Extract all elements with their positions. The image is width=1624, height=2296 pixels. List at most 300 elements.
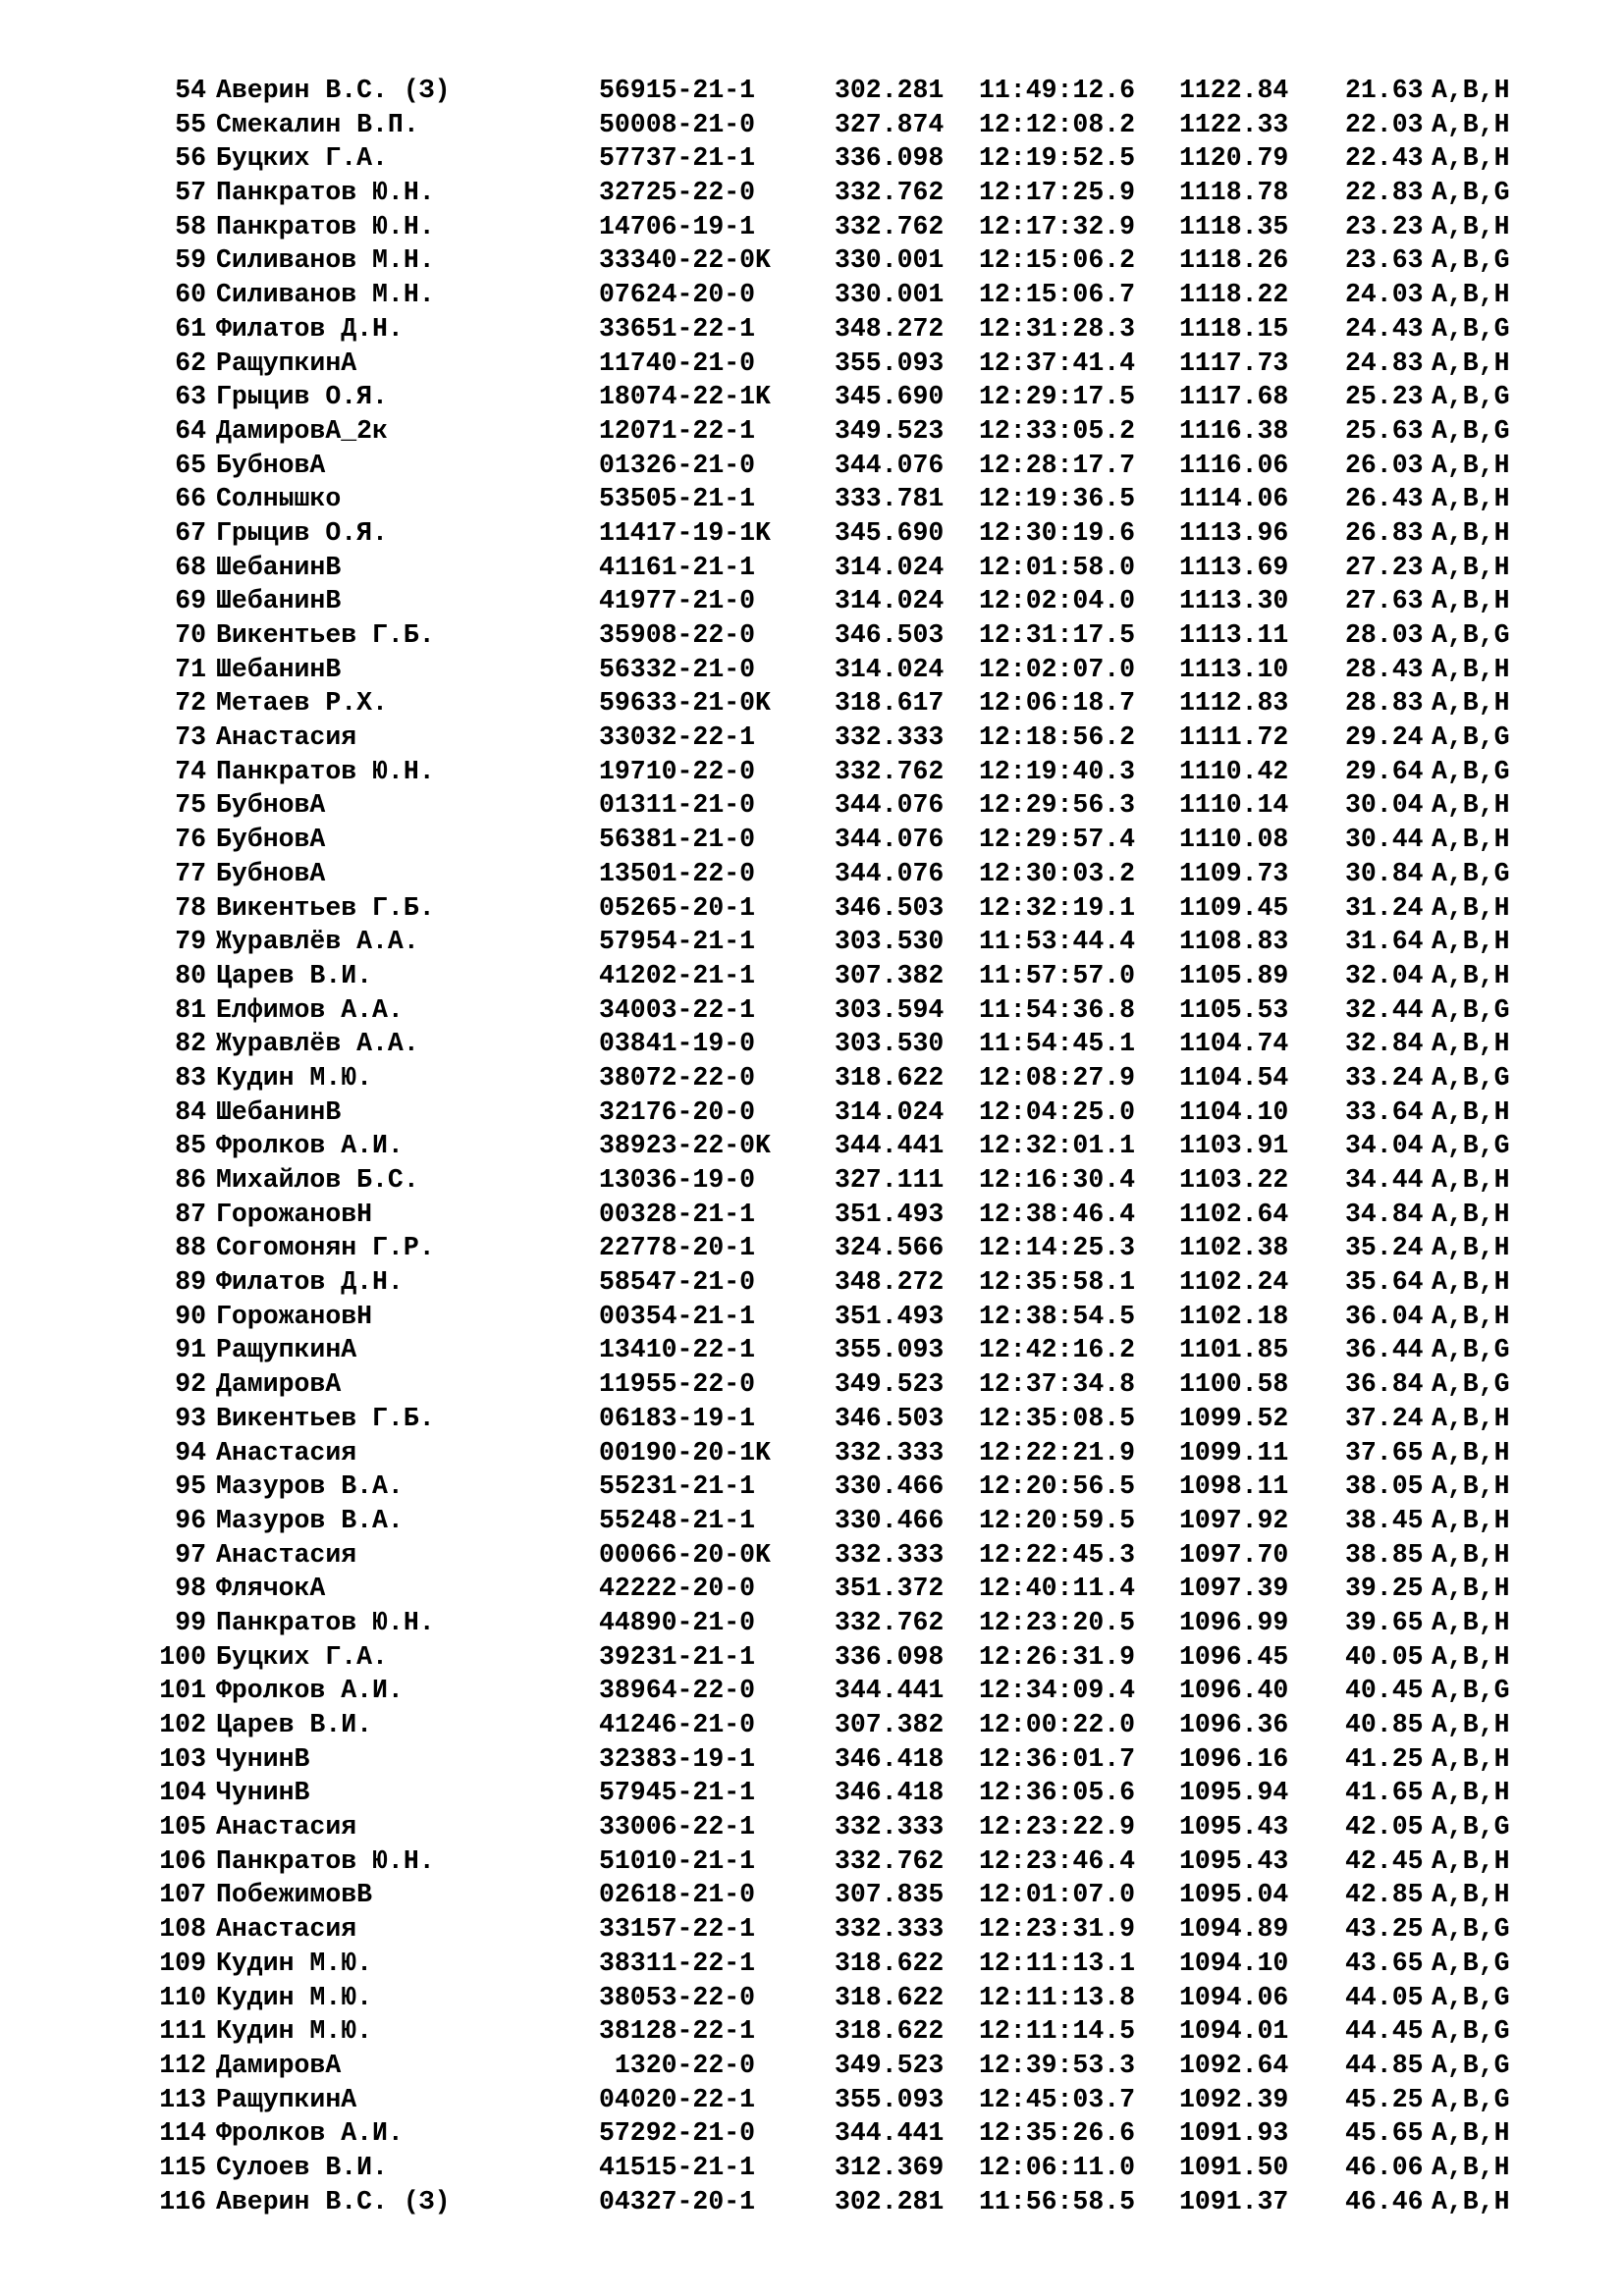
marks-cell: A,B,H [1432,1301,1510,1331]
table-row [0,176,1624,210]
marks-cell: A,B,H [1432,484,1510,514]
place-cell: 74 [175,756,206,786]
table-row [0,891,1624,926]
ring-number-cell: 56915-21-1 [599,76,756,105]
fancier-name-cell: Елфимов А.А. [216,994,404,1025]
arrival-time-cell: 12:11:13.1 [979,1948,1136,1978]
place-cell: 113 [159,2084,206,2114]
marks-cell: A,B,H [1432,1539,1510,1570]
place-cell: 90 [175,1301,206,1331]
distance-cell: 327.111 [835,1165,945,1195]
fancier-name-cell: Царев В.И. [216,1710,373,1739]
speed-cell: 1102.38 [1179,1233,1289,1263]
distance-cell: 302.281 [835,2186,945,2216]
arrival-time-cell: 12:17:32.9 [979,211,1136,241]
arrival-time-cell: 12:19:36.5 [979,484,1136,514]
place-cell: 98 [175,1574,206,1604]
marks-cell: A,B,H [1432,1710,1510,1739]
place-cell: 109 [159,1948,206,1978]
place-cell: 92 [175,1369,206,1400]
ring-number-cell: 55248-21-1 [599,1505,756,1535]
marks-cell: A,B,H [1432,280,1510,310]
distance-cell: 345.690 [835,517,945,548]
coefficient-cell: 31.64 [1345,927,1424,957]
arrival-time-cell: 12:28:17.7 [979,450,1136,480]
speed-cell: 1095.04 [1179,1880,1289,1910]
fancier-name-cell: Анастасия [216,1539,357,1570]
speed-cell: 1105.89 [1179,960,1289,990]
arrival-time-cell: 12:20:59.5 [979,1505,1136,1535]
place-cell: 79 [175,927,206,957]
arrival-time-cell: 11:53:44.4 [979,927,1136,957]
coefficient-cell: 29.24 [1345,722,1424,753]
place-cell: 61 [175,313,206,344]
fancier-name-cell: Царев В.И. [216,960,373,990]
distance-cell: 314.024 [835,552,945,582]
place-cell: 112 [159,2050,206,2080]
distance-cell: 355.093 [835,1335,945,1365]
table-row [0,1640,1624,1675]
table-row [0,2049,1624,2083]
ring-number-cell: 56381-21-0 [599,825,756,855]
table-row [0,108,1624,142]
arrival-time-cell: 12:40:11.4 [979,1574,1136,1604]
distance-cell: 344.441 [835,1676,945,1706]
table-row [0,959,1624,993]
fancier-name-cell: Журавлёв А.А. [216,927,419,957]
arrival-time-cell: 12:22:21.9 [979,1437,1136,1468]
ring-number-cell: 59633-21-0K [599,688,771,719]
table-row [0,1947,1624,1981]
place-cell: 114 [159,2118,206,2149]
speed-cell: 1117.68 [1179,382,1289,412]
arrival-time-cell: 12:31:28.3 [979,313,1136,344]
place-cell: 94 [175,1437,206,1468]
speed-cell: 1103.22 [1179,1165,1289,1195]
arrival-time-cell: 12:36:05.6 [979,1778,1136,1808]
place-cell: 58 [175,211,206,241]
marks-cell: A,B,G [1432,1131,1510,1161]
fancier-name-cell: Панкратов Ю.Н. [216,1607,435,1637]
marks-cell: A,B,G [1432,245,1510,276]
table-row [0,1912,1624,1947]
ring-number-cell: 53505-21-1 [599,484,756,514]
distance-cell: 333.781 [835,484,945,514]
speed-cell: 1113.96 [1179,517,1289,548]
distance-cell: 332.762 [835,1607,945,1637]
coefficient-cell: 42.45 [1345,1845,1424,1876]
fancier-name-cell: Анастасия [216,1437,357,1468]
ring-number-cell: 00328-21-1 [599,1199,756,1229]
distance-cell: 318.622 [835,1982,945,2012]
marks-cell: A,B,H [1432,1403,1510,1433]
marks-cell: A,B,G [1432,313,1510,344]
ring-number-cell: 04327-20-1 [599,2186,756,2216]
ring-number-cell: 32176-20-0 [599,1096,756,1127]
coefficient-cell: 46.06 [1345,2152,1424,2182]
distance-cell: 318.617 [835,688,945,719]
ring-number-cell: 38923-22-0K [599,1131,771,1161]
speed-cell: 1102.24 [1179,1267,1289,1298]
marks-cell: A,B,H [1432,2186,1510,2216]
ring-number-cell: 38053-22-0 [599,1982,756,2012]
ring-number-cell: 00190-20-1K [599,1437,771,1468]
speed-cell: 1091.93 [1179,2118,1289,2149]
table-row [0,312,1624,347]
ring-number-cell: 35908-22-0 [599,620,756,650]
fancier-name-cell: Викентьев Г.Б. [216,1403,435,1433]
speed-cell: 1113.10 [1179,654,1289,684]
distance-cell: 344.441 [835,2118,945,2149]
arrival-time-cell: 12:29:17.5 [979,382,1136,412]
table-row [0,1981,1624,2015]
distance-cell: 314.024 [835,586,945,616]
marks-cell: A,B,H [1432,688,1510,719]
place-cell: 99 [175,1607,206,1637]
speed-cell: 1096.36 [1179,1710,1289,1739]
arrival-time-cell: 12:20:56.5 [979,1471,1136,1502]
table-row [0,1742,1624,1777]
distance-cell: 349.523 [835,1369,945,1400]
marks-cell: A,B,G [1432,415,1510,446]
coefficient-cell: 40.45 [1345,1676,1424,1706]
coefficient-cell: 45.65 [1345,2118,1424,2149]
ring-number-cell: 33157-22-1 [599,1914,756,1945]
fancier-name-cell: ДамировА [216,2050,342,2080]
table-row [0,1844,1624,1879]
coefficient-cell: 29.64 [1345,756,1424,786]
speed-cell: 1094.06 [1179,1982,1289,2012]
coefficient-cell: 26.43 [1345,484,1424,514]
arrival-time-cell: 12:19:40.3 [979,756,1136,786]
fancier-name-cell: ЧунинВ [216,1743,310,1774]
place-cell: 85 [175,1131,206,1161]
fancier-name-cell: ПобежимовВ [216,1880,373,1910]
marks-cell: A,B,H [1432,790,1510,821]
speed-cell: 1099.11 [1179,1437,1289,1468]
distance-cell: 302.281 [835,76,945,105]
place-cell: 57 [175,178,206,208]
coefficient-cell: 28.03 [1345,620,1424,650]
table-row [0,1231,1624,1265]
ring-number-cell: 1320-22-0 [599,2050,756,2080]
place-cell: 63 [175,382,206,412]
place-cell: 77 [175,858,206,888]
marks-cell: A,B,G [1432,1676,1510,1706]
place-cell: 82 [175,1029,206,1059]
marks-cell: A,B,G [1432,1914,1510,1945]
coefficient-cell: 45.25 [1345,2084,1424,2114]
distance-cell: 344.076 [835,858,945,888]
ring-number-cell: 41161-21-1 [599,552,756,582]
arrival-time-cell: 12:06:18.7 [979,688,1136,719]
marks-cell: A,B,H [1432,892,1510,923]
coefficient-cell: 32.04 [1345,960,1424,990]
marks-cell: A,B,H [1432,450,1510,480]
table-row [0,449,1624,483]
fancier-name-cell: Мазуров В.А. [216,1471,404,1502]
place-cell: 75 [175,790,206,821]
distance-cell: 303.594 [835,994,945,1025]
place-cell: 116 [159,2186,206,2216]
speed-cell: 1120.79 [1179,143,1289,174]
distance-cell: 351.493 [835,1301,945,1331]
table-row [0,823,1624,857]
fancier-name-cell: Метаев Р.Х. [216,688,388,719]
marks-cell: A,B,H [1432,2152,1510,2182]
marks-cell: A,B,H [1432,1743,1510,1774]
marks-cell: A,B,H [1432,109,1510,139]
place-cell: 65 [175,450,206,480]
ring-number-cell: 55231-21-1 [599,1471,756,1502]
coefficient-cell: 21.63 [1345,76,1424,105]
fancier-name-cell: ШебанинВ [216,586,342,616]
ring-number-cell: 57954-21-1 [599,927,756,957]
speed-cell: 1104.10 [1179,1096,1289,1127]
arrival-time-cell: 12:38:46.4 [979,1199,1136,1229]
table-row [0,653,1624,687]
coefficient-cell: 33.24 [1345,1062,1424,1093]
fancier-name-cell: Панкратов Ю.Н. [216,756,435,786]
arrival-time-cell: 12:23:22.9 [979,1812,1136,1842]
coefficient-cell: 26.83 [1345,517,1424,548]
table-row [0,380,1624,414]
arrival-time-cell: 12:23:20.5 [979,1607,1136,1637]
distance-cell: 330.001 [835,245,945,276]
arrival-time-cell: 12:14:25.3 [979,1233,1136,1263]
arrival-time-cell: 12:30:03.2 [979,858,1136,888]
coefficient-cell: 37.24 [1345,1403,1424,1433]
speed-cell: 1102.18 [1179,1301,1289,1331]
speed-cell: 1122.84 [1179,76,1289,105]
speed-cell: 1114.06 [1179,484,1289,514]
marks-cell: A,B,H [1432,586,1510,616]
fancier-name-cell: Силиванов М.Н. [216,245,435,276]
coefficient-cell: 39.25 [1345,1574,1424,1604]
coefficient-cell: 44.85 [1345,2050,1424,2080]
place-cell: 97 [175,1539,206,1570]
table-row [0,414,1624,449]
speed-cell: 1122.33 [1179,109,1289,139]
fancier-name-cell: Кудин М.Ю. [216,1948,373,1978]
table-row [0,993,1624,1028]
fancier-name-cell: Викентьев Г.Б. [216,892,435,923]
place-cell: 70 [175,620,206,650]
distance-cell: 332.333 [835,722,945,753]
coefficient-cell: 34.04 [1345,1131,1424,1161]
distance-cell: 330.466 [835,1471,945,1502]
ring-number-cell: 11740-21-0 [599,347,756,378]
coefficient-cell: 31.24 [1345,892,1424,923]
distance-cell: 351.493 [835,1199,945,1229]
fancier-name-cell: БубновА [216,450,326,480]
speed-cell: 1102.64 [1179,1199,1289,1229]
place-cell: 88 [175,1233,206,1263]
arrival-time-cell: 12:00:22.0 [979,1710,1136,1739]
coefficient-cell: 44.05 [1345,1982,1424,2012]
coefficient-cell: 22.43 [1345,143,1424,174]
distance-cell: 332.762 [835,1845,945,1876]
distance-cell: 344.441 [835,1131,945,1161]
distance-cell: 351.372 [835,1574,945,1604]
speed-cell: 1113.69 [1179,552,1289,582]
fancier-name-cell: Мазуров В.А. [216,1505,404,1535]
fancier-name-cell: РащупкинА [216,1335,357,1365]
table-row [0,788,1624,823]
speed-cell: 1104.74 [1179,1029,1289,1059]
speed-cell: 1104.54 [1179,1062,1289,1093]
marks-cell: A,B,H [1432,1165,1510,1195]
coefficient-cell: 36.84 [1345,1369,1424,1400]
place-cell: 71 [175,654,206,684]
speed-cell: 1118.78 [1179,178,1289,208]
ring-number-cell: 01311-21-0 [599,790,756,821]
marks-cell: A,B,H [1432,1437,1510,1468]
coefficient-cell: 32.44 [1345,994,1424,1025]
coefficient-cell: 37.65 [1345,1437,1424,1468]
arrival-time-cell: 12:42:16.2 [979,1335,1136,1365]
place-cell: 69 [175,586,206,616]
arrival-time-cell: 12:01:58.0 [979,552,1136,582]
fancier-name-cell: ШебанинВ [216,1096,342,1127]
table-row [0,1674,1624,1708]
place-cell: 89 [175,1267,206,1298]
arrival-time-cell: 12:15:06.2 [979,245,1136,276]
arrival-time-cell: 12:06:11.0 [979,2152,1136,2182]
fancier-name-cell: Панкратов Ю.Н. [216,178,435,208]
ring-number-cell: 39231-21-1 [599,1641,756,1672]
distance-cell: 314.024 [835,654,945,684]
arrival-time-cell: 12:35:26.6 [979,2118,1136,2149]
arrival-time-cell: 12:32:19.1 [979,892,1136,923]
coefficient-cell: 38.05 [1345,1471,1424,1502]
fancier-name-cell: Кудин М.Ю. [216,2016,373,2047]
marks-cell: A,B,H [1432,1641,1510,1672]
place-cell: 115 [159,2152,206,2182]
place-cell: 108 [159,1914,206,1945]
table-row [0,584,1624,618]
arrival-time-cell: 12:18:56.2 [979,722,1136,753]
coefficient-cell: 25.63 [1345,415,1424,446]
distance-cell: 332.333 [835,1914,945,1945]
fancier-name-cell: Панкратов Ю.Н. [216,211,435,241]
arrival-time-cell: 12:02:04.0 [979,586,1136,616]
ring-number-cell: 19710-22-0 [599,756,756,786]
ring-number-cell: 12071-22-1 [599,415,756,446]
table-row [0,721,1624,755]
fancier-name-cell: Панкратов Ю.Н. [216,1845,435,1876]
fancier-name-cell: ШебанинВ [216,552,342,582]
speed-cell: 1109.73 [1179,858,1289,888]
marks-cell: A,B,G [1432,858,1510,888]
place-cell: 60 [175,280,206,310]
fancier-name-cell: Анастасия [216,1812,357,1842]
speed-cell: 1092.64 [1179,2050,1289,2080]
speed-cell: 1118.22 [1179,280,1289,310]
arrival-time-cell: 12:16:30.4 [979,1165,1136,1195]
marks-cell: A,B,G [1432,178,1510,208]
coefficient-cell: 40.85 [1345,1710,1424,1739]
distance-cell: 346.418 [835,1743,945,1774]
marks-cell: A,B,H [1432,1778,1510,1808]
table-row [0,1367,1624,1402]
ring-number-cell: 58547-21-0 [599,1267,756,1298]
fancier-name-cell: Грыцив О.Я. [216,382,388,412]
ring-number-cell: 41202-21-1 [599,960,756,990]
marks-cell: A,B,G [1432,722,1510,753]
marks-cell: A,B,H [1432,1845,1510,1876]
ring-number-cell: 18074-22-1K [599,382,771,412]
coefficient-cell: 23.23 [1345,211,1424,241]
speed-cell: 1101.85 [1179,1335,1289,1365]
marks-cell: A,B,G [1432,620,1510,650]
distance-cell: 307.382 [835,960,945,990]
ring-number-cell: 01326-21-0 [599,450,756,480]
ring-number-cell: 56332-21-0 [599,654,756,684]
speed-cell: 1096.99 [1179,1607,1289,1637]
ring-number-cell: 22778-20-1 [599,1233,756,1263]
arrival-time-cell: 12:31:17.5 [979,620,1136,650]
fancier-name-cell: ЧунинВ [216,1778,310,1808]
distance-cell: 307.382 [835,1710,945,1739]
speed-cell: 1118.26 [1179,245,1289,276]
speed-cell: 1095.94 [1179,1778,1289,1808]
ring-number-cell: 33651-22-1 [599,313,756,344]
speed-cell: 1103.91 [1179,1131,1289,1161]
speed-cell: 1094.01 [1179,2016,1289,2047]
fancier-name-cell: РащупкинА [216,2084,357,2114]
distance-cell: 303.530 [835,927,945,957]
arrival-time-cell: 12:35:08.5 [979,1403,1136,1433]
table-row [0,2151,1624,2185]
place-cell: 106 [159,1845,206,1876]
arrival-time-cell: 12:30:19.6 [979,517,1136,548]
arrival-time-cell: 12:23:46.4 [979,1845,1136,1876]
marks-cell: A,B,H [1432,927,1510,957]
marks-cell: A,B,G [1432,1812,1510,1842]
speed-cell: 1091.50 [1179,2152,1289,2182]
ring-number-cell: 11955-22-0 [599,1369,756,1400]
distance-cell: 349.523 [835,2050,945,2080]
ring-number-cell: 05265-20-1 [599,892,756,923]
coefficient-cell: 27.23 [1345,552,1424,582]
speed-cell: 1116.06 [1179,450,1289,480]
place-cell: 64 [175,415,206,446]
speed-cell: 1113.30 [1179,586,1289,616]
ring-number-cell: 33340-22-0K [599,245,771,276]
place-cell: 110 [159,1982,206,2012]
marks-cell: A,B,G [1432,1982,1510,2012]
coefficient-cell: 28.43 [1345,654,1424,684]
table-row [0,1027,1624,1061]
speed-cell: 1097.39 [1179,1574,1289,1604]
ring-number-cell: 04020-22-1 [599,2084,756,2114]
speed-cell: 1094.10 [1179,1948,1289,1978]
coefficient-cell: 34.44 [1345,1165,1424,1195]
place-cell: 56 [175,143,206,174]
coefficient-cell: 41.65 [1345,1778,1424,1808]
fancier-name-cell: Буцких Г.А. [216,1641,388,1672]
distance-cell: 355.093 [835,2084,945,2114]
table-row [0,1878,1624,1912]
table-row [0,482,1624,516]
fancier-name-cell: Журавлёв А.А. [216,1029,419,1059]
marks-cell: A,B,G [1432,756,1510,786]
distance-cell: 332.762 [835,178,945,208]
table-row [0,2014,1624,2049]
ring-number-cell: 13501-22-0 [599,858,756,888]
table-row [0,1129,1624,1163]
